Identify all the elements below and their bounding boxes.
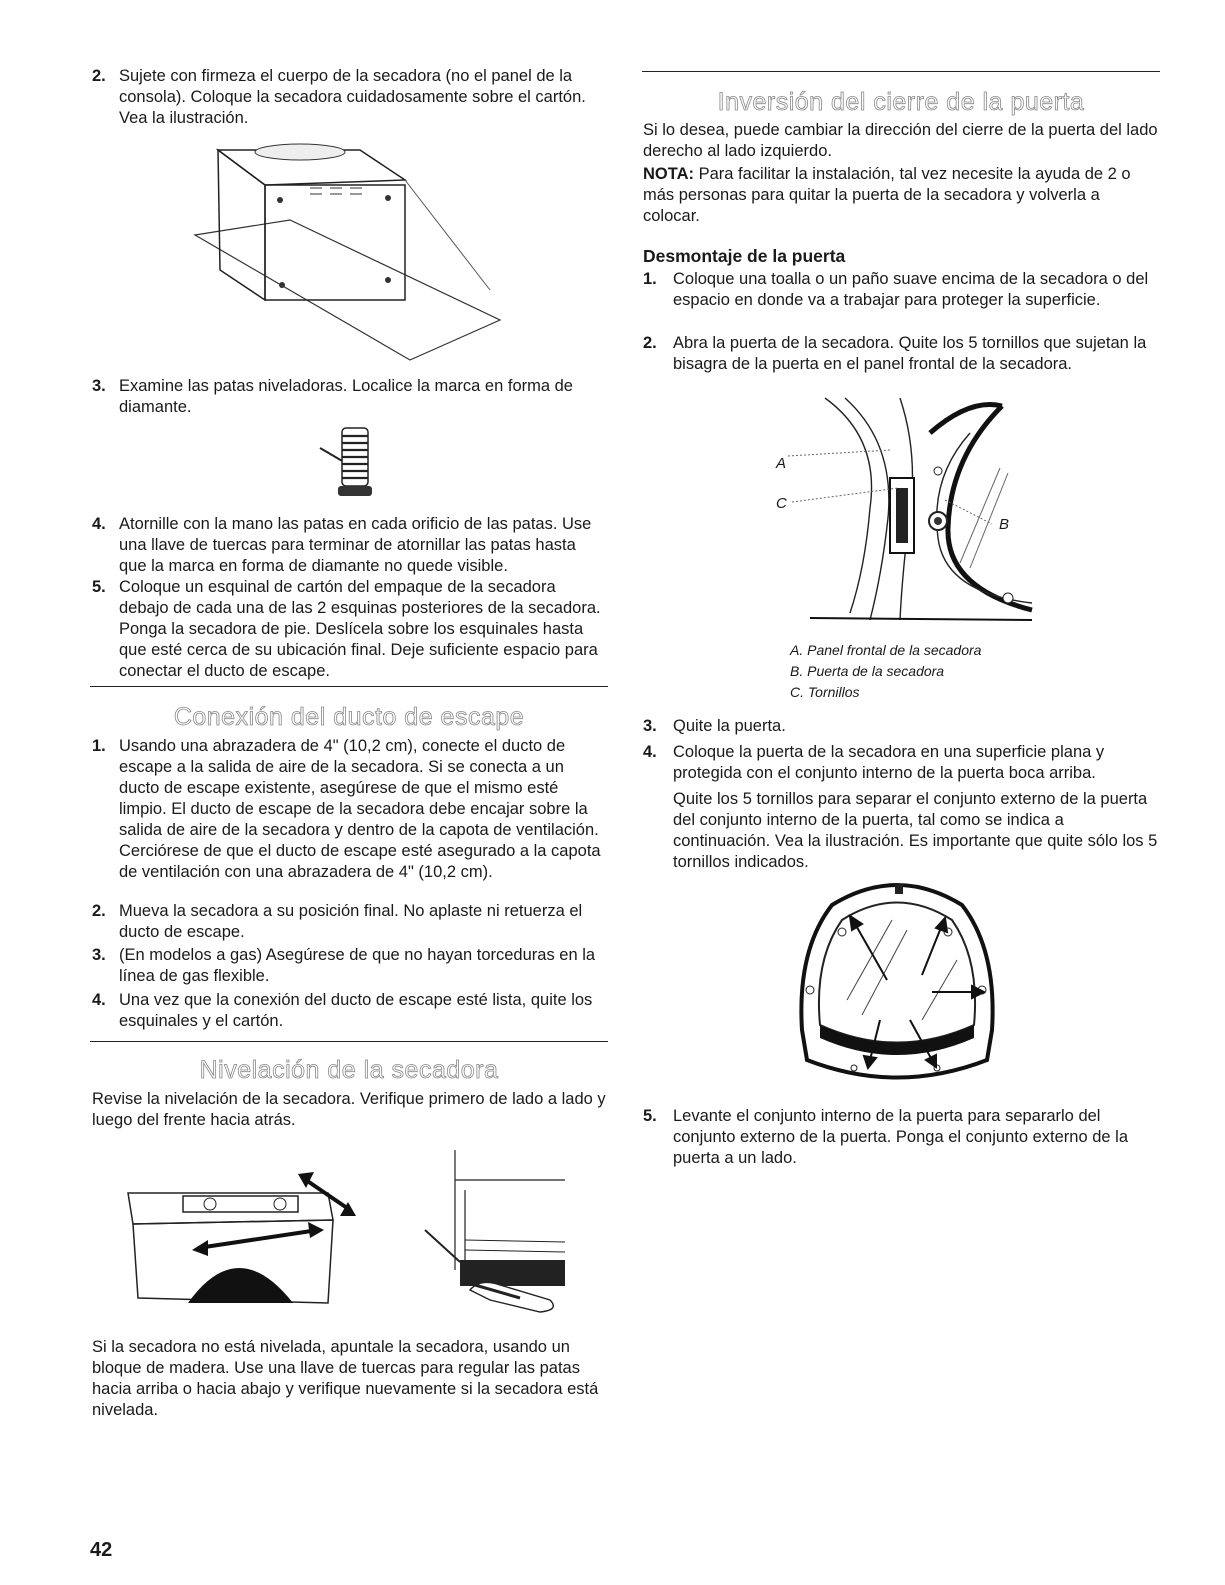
leveling-leg-illustration (318, 424, 388, 500)
step-text: Sujete con firmeza el cuerpo de la secadora (no el panel de la consola). Coloque la secadora cuidadosamente sobre el cartón. Vea la ilustración. (119, 67, 586, 127)
step-number: 3. (643, 717, 657, 735)
door-intro: Si lo desea, puede cambiar la dirección del cierre de la puerta del lado derecho al lado izquierdo. (643, 121, 1158, 160)
leveling-section-heading: Nivelación de la secadora (199, 1056, 499, 1084)
caption-a: A. Panel frontal de la secadora (790, 642, 982, 658)
step-5-corner-posts (92, 577, 607, 682)
step-number: 2. (92, 902, 106, 920)
page-number: 42 (90, 1539, 113, 1561)
exhaust-step-4 (92, 990, 607, 1032)
exhaust-step-3 (92, 945, 607, 987)
step-text: Levante el conjunto interno de la puerta para separarlo del conjunto externo de la puerta. Ponga el conjunto externo de la puerta a un lado. (673, 1107, 1128, 1167)
door-reversal-heading: Inversión del cierre de la puerta (717, 88, 1085, 116)
door-step-4 (643, 742, 1161, 784)
step-text: Coloque una toalla o un paño suave encima de la secadora o del espacio en donde va a trabajar para proteger la superficie. (673, 270, 1149, 309)
step-text: Usando una abrazadera de 4" (10,2 cm), conecte el ducto de escape a la salida de aire de la secadora. Si se conecta a un ducto de escape existente, asegúrese de que el mismo esté limpio. El ducto de escape de la secadora debe encajar sobre la salida de aire de la secadora y dentro de la capota de ventilación. Cerciórese de que el ducto de escape esté asegurado a la capota de ventilación con una abrazadera de 4" (10,2 cm). (119, 737, 601, 881)
callout-c: C (776, 495, 787, 512)
section-divider (90, 1041, 608, 1042)
section-divider (642, 71, 1160, 72)
step-number: 1. (92, 737, 106, 755)
step-number: 4. (92, 991, 106, 1009)
dryer-on-carton-illustration (190, 140, 510, 370)
step-number: 3. (92, 377, 106, 395)
inner-door-screws-illustration (792, 880, 1002, 1085)
wrench-adjust-leg-illustration (420, 1150, 570, 1330)
door-hinge-illustration (770, 398, 1032, 626)
caption-b: B. Puerta de la secadora (790, 663, 945, 679)
step-number: 4. (643, 743, 657, 761)
step-text: Coloque la puerta de la secadora en una superficie plana y protegida con el conjunto interno de la puerta boca arriba. (673, 743, 1105, 782)
caption-c: C. Tornillos (790, 684, 860, 700)
leveling-intro: Revise la nivelación de la secadora. Verifique primero de lado a lado y luego del frente hacia atrás. (92, 1090, 606, 1129)
exhaust-step-1 (92, 736, 607, 883)
step-number: 2. (92, 67, 106, 85)
step-3-examine-legs (92, 376, 607, 418)
door-removal-heading: Desmontaje de la puerta (643, 246, 846, 266)
step-4-screw-legs (92, 514, 607, 577)
step-text: Abra la puerta de la secadora. Quite los 5 tornillos que sujetan la bisagra de la puerta en el panel frontal de la secadora. (673, 334, 1147, 373)
note-label: NOTA: (643, 165, 695, 183)
door-step-1 (643, 269, 1161, 311)
step-number: 5. (92, 578, 106, 596)
door-step-4-detail: Quite los 5 tornillos para separar el conjunto externo de la puerta del conjunto interno de la puerta, tal como se indica a continuación. Vea la ilustración. Es importante que quite sólo los 5 tornillos indicados. (673, 790, 1158, 871)
step-number: 4. (92, 515, 106, 533)
step-text: (En modelos a gas) Asegúrese de que no hayan torceduras en la línea de gas flexible. (119, 946, 596, 985)
step-2-place-dryer (92, 66, 607, 129)
step-number: 2. (643, 334, 657, 352)
door-step-5 (643, 1106, 1161, 1169)
step-number: 5. (643, 1107, 657, 1125)
step-text: Una vez que la conexión del ducto de escape esté lista, quite los esquinales y el cartón. (119, 991, 593, 1030)
step-text: Coloque un esquinal de cartón del empaque de la secadora debajo de cada una de las 2 esquinas posteriores de la secadora. Ponga la secadora de pie. Deslícela sobre los esquinales hasta que esté cerca de su ubicación final. Deje suficiente espacio para conectar el ducto de escape. (119, 578, 601, 680)
note-text: Para facilitar la instalación, tal vez necesite la ayuda de 2 o más personas para quitar la puerta de la secadora y volverla a colocar. (643, 165, 1131, 225)
callout-b: B (999, 516, 1010, 533)
step-text: Examine las patas niveladoras. Localice la marca en forma de diamante. (119, 377, 573, 416)
door-step-3 (643, 716, 1161, 737)
step-text: Mueva la secadora a su posición final. No aplaste ni retuerza el ducto de escape. (119, 902, 583, 941)
step-text: Quite la puerta. (673, 717, 786, 735)
exhaust-step-2 (92, 901, 607, 943)
callout-a: A (776, 455, 787, 472)
level-on-dryer-illustration (128, 1158, 368, 1308)
step-text: Atornille con la mano las patas en cada orificio de las patas. Use una llave de tuercas para terminar de atornillar las patas hasta que la marca en forma de diamante no quede visible. (119, 515, 592, 575)
door-note (643, 164, 1161, 227)
step-number: 3. (92, 946, 106, 964)
exhaust-section-heading: Conexión del ducto de escape (173, 703, 525, 731)
section-divider (90, 686, 608, 687)
leveling-outro: Si la secadora no está nivelada, apuntale la secadora, usando un bloque de madera. Use una llave de tuercas para regular las patas hacia arriba o hacia abajo y verifique nuevamente si la secadora está nivelada. (92, 1338, 599, 1419)
door-step-2 (643, 333, 1161, 375)
step-number: 1. (643, 270, 657, 288)
